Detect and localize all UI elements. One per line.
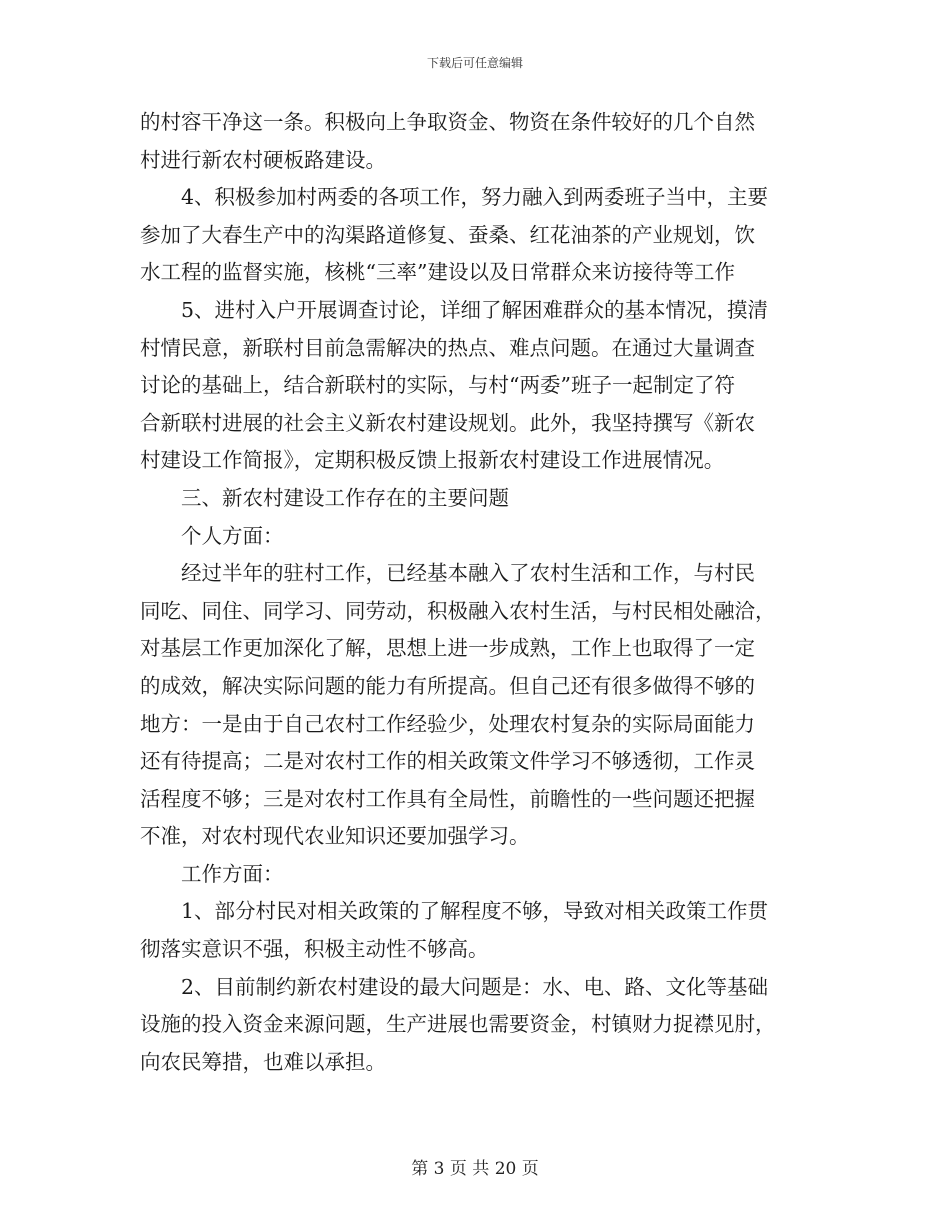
text-line: 村进行新农村硬板路建设。	[140, 147, 386, 172]
text-line: 1、部分村民对相关政策的了解程度不够，导致对相关政策工作贯	[140, 899, 769, 924]
page-header: 下载后可任意编辑	[426, 56, 523, 70]
text-line: 水工程的监督实施，核桃“三率”建设以及日常群众来访接待等工作	[140, 260, 735, 285]
text-line: 参加了大春生产中的沟渠路道修复、蚕桑、红花油茶的产业规划，饮	[140, 222, 755, 247]
text-line: 2、目前制约新农村建设的最大问题是：水、电、路、文化等基础	[140, 974, 769, 999]
text-line: 的成效，解决实际问题的能力有所提高。但自己还有很多做得不够的	[140, 673, 755, 698]
text-line: 的村容干净这一条。积极向上争取资金、物资在条件较好的几个自然	[140, 110, 755, 134]
text-line: 4、积极参加村两委的各项工作，努力融入到两委班子当中，主要	[140, 185, 769, 210]
text-line: 经过半年的驻村工作，已经基本融入了农村生活和工作，与村民	[140, 561, 755, 586]
text-line: 合新联村进展的社会主义新农村建设规划。此外，我坚持撰写《新农	[140, 410, 755, 435]
text-line: 村建设工作简报》，定期积极反馈上报新农村建设工作进展情况。	[140, 448, 725, 473]
text-line: 同吃、同住、同学习、同劳动，积极融入农村生活，与村民相处融洽，	[140, 598, 776, 623]
subheading: 个人方面：	[140, 523, 284, 548]
text-line: 还有待提高；二是对农村工作的相关政策文件学习不够透彻，工作灵	[140, 749, 755, 774]
text-line: 村情民意，新联村目前急需解决的热点、难点问题。在通过大量调查	[140, 335, 755, 360]
text-line: 活程度不够；三是对农村工作具有全局性，前瞻性的一些问题还把握	[140, 786, 755, 811]
subheading: 工作方面：	[140, 861, 284, 886]
page-footer: 第 3 页 共 20 页	[411, 1159, 539, 1179]
text-line: 设施的投入资金来源问题，生产进展也需要资金，村镇财力捉襟见肘，	[140, 1012, 776, 1037]
text-line: 不准，对农村现代农业知识还要加强学习。	[140, 824, 530, 849]
text-line: 地方：一是由于自己农村工作经验少，处理农村复杂的实际局面能力	[140, 711, 755, 736]
section-heading: 三、新农村建设工作存在的主要问题	[140, 485, 509, 510]
text-line: 5、进村入户开展调查讨论，详细了解困难群众的基本情况，摸清	[140, 297, 769, 322]
text-line: 彻落实意识不强，积极主动性不够高。	[140, 937, 489, 962]
body-text	[140, 104, 808, 1081]
text-line: 向农民筹措，也难以承担。	[140, 1049, 386, 1074]
text-line: 讨论的基础上，结合新联村的实际，与村“两委”班子一起制定了符	[140, 373, 735, 398]
text-line: 对基层工作更加深化了解，思想上进一步成熟，工作上也取得了一定	[140, 636, 755, 661]
